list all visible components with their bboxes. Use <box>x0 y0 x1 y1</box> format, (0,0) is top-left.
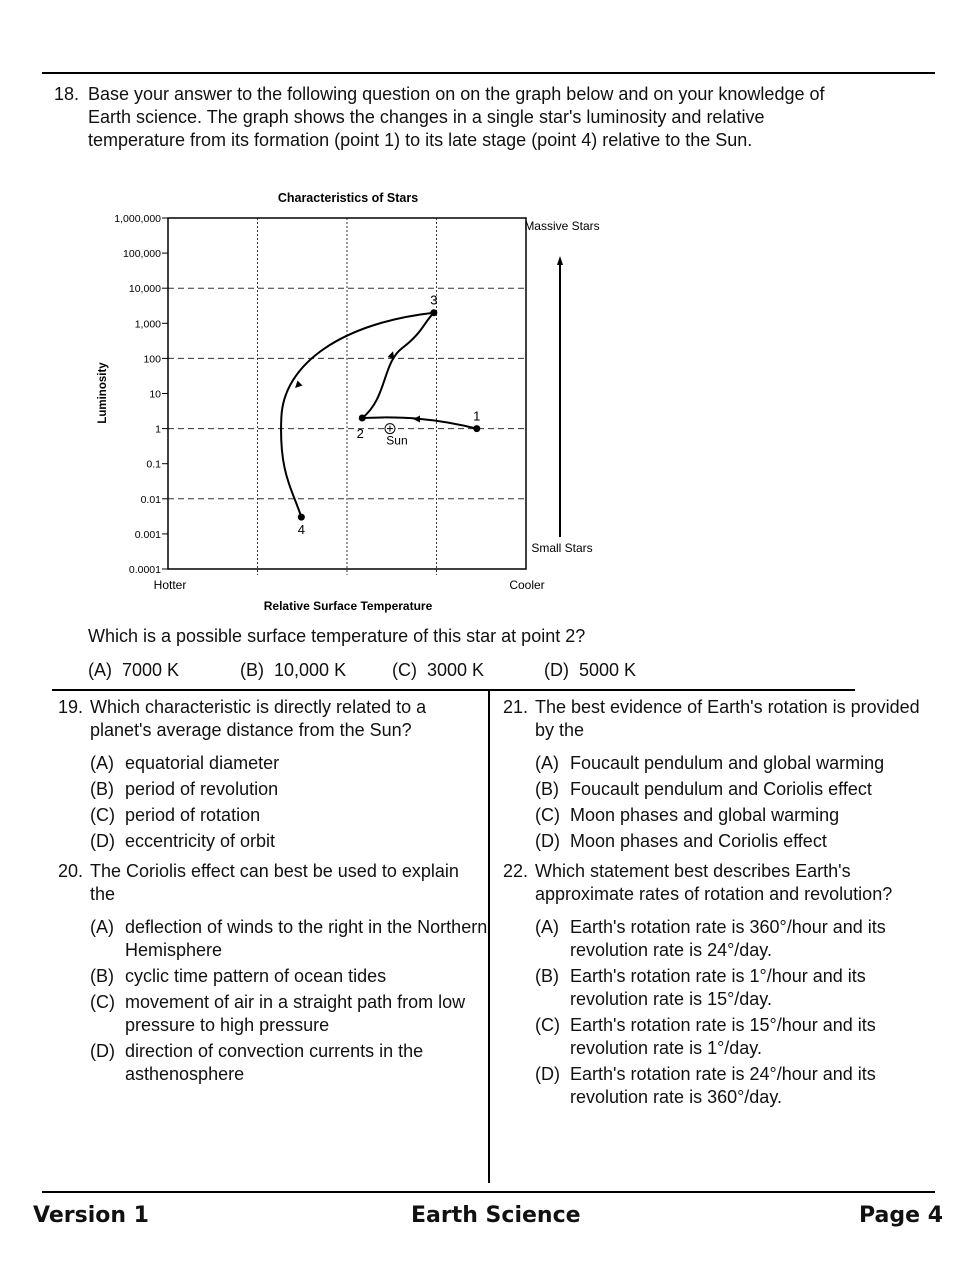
question-number: 22. <box>503 861 529 881</box>
point-label: 1 <box>473 408 481 424</box>
mass-scale-arrow <box>524 219 599 555</box>
point-label: 2 <box>356 426 364 442</box>
top-divider <box>42 72 935 74</box>
star-point-4 <box>298 514 305 521</box>
star-point-3 <box>430 309 437 316</box>
option-text: Moon phases and global warming <box>570 805 840 825</box>
option-text: eccentricity of orbit <box>125 831 276 851</box>
question-20 <box>58 860 488 1089</box>
option-letter: (A) <box>90 917 114 937</box>
question-19 <box>58 696 478 856</box>
y-tick-label: 1 <box>155 423 161 436</box>
y-tick-label: 0.001 <box>134 528 161 541</box>
option-text: period of revolution <box>125 779 279 799</box>
q18-option-c[interactable] <box>392 659 484 682</box>
option-text: 5000 K <box>579 660 637 680</box>
option-text: Foucault pendulum and Coriolis effect <box>570 779 872 799</box>
option-text: equatorial diameter <box>125 753 280 773</box>
x-label-cooler: Cooler <box>509 578 545 592</box>
option-letter: (B) <box>90 966 114 986</box>
option-b[interactable] <box>90 778 478 801</box>
option-letter: (B) <box>90 779 114 799</box>
y-tick-label: 1,000,000 <box>114 213 161 225</box>
question-number: 18. <box>54 84 80 104</box>
section-divider <box>52 689 855 691</box>
option-letter: (D) <box>90 1041 115 1061</box>
question-22 <box>503 860 923 1112</box>
option-text: Earth's rotation rate is 1°/hour and its revolution rate is 15°/day. <box>570 966 866 1009</box>
evolution-track-segment <box>362 313 434 418</box>
option-letter: (C) <box>90 805 115 825</box>
star-point-2 <box>359 415 366 422</box>
option-c[interactable] <box>535 1014 923 1060</box>
option-a[interactable] <box>535 916 923 962</box>
option-b[interactable] <box>535 778 923 801</box>
option-letter: (C) <box>392 660 417 680</box>
y-tick-label: 0.0001 <box>128 564 161 576</box>
option-a[interactable] <box>90 752 478 775</box>
star-chart <box>90 180 600 620</box>
option-letter: (D) <box>544 660 569 680</box>
option-letter: (C) <box>535 805 560 825</box>
point-label: 4 <box>297 522 305 538</box>
option-text: 3000 K <box>427 660 485 680</box>
question-stem: The best evidence of Earth's rotation is provided by the <box>535 697 920 740</box>
direction-arrow-icon <box>413 416 420 423</box>
option-a[interactable] <box>535 752 923 775</box>
star-point-1 <box>473 425 480 432</box>
question-stem: Which statement best describes Earth's approximate rates of rotation and revolution? <box>535 861 893 904</box>
massive-stars-label: Massive Stars <box>524 219 600 233</box>
option-d[interactable] <box>535 830 923 853</box>
option-letter: (C) <box>90 992 115 1012</box>
option-letter: (A) <box>535 917 559 937</box>
question-18 <box>54 83 854 152</box>
option-d[interactable] <box>535 1063 923 1109</box>
question-stem: The Coriolis effect can best be used to explain the <box>90 861 459 904</box>
question-stem: Base your answer to the following question on on the graph below and on your knowledge of Earth science. The graph shows the changes in a single star's luminosity and relative temperature from its formation (point 1) to its late stage (point 4) relative to the Sun. <box>88 84 825 150</box>
option-letter: (B) <box>240 660 264 680</box>
question-number: 21. <box>503 697 529 717</box>
direction-arrow-icon <box>295 381 302 388</box>
option-b[interactable] <box>90 965 488 988</box>
y-tick-label: 10 <box>149 388 161 401</box>
q18-option-d[interactable] <box>544 659 636 682</box>
option-letter: (A) <box>88 660 112 680</box>
option-text: cyclic time pattern of ocean tides <box>125 966 387 986</box>
question-21 <box>503 696 923 856</box>
option-c[interactable] <box>90 804 478 827</box>
y-tick-label: 1,000 <box>134 318 161 331</box>
option-b[interactable] <box>535 965 923 1011</box>
question-stem: Which characteristic is directly related to a planet's average distance from the Sun? <box>90 697 427 740</box>
option-text: deflection of winds to the right in the Northern Hemisphere <box>125 917 488 960</box>
option-letter: (A) <box>90 753 114 773</box>
option-c[interactable] <box>90 991 488 1037</box>
y-axis-label: Luminosity <box>97 362 109 424</box>
question-number: 20. <box>58 861 84 881</box>
y-tick-label: 100 <box>143 353 161 366</box>
option-letter: (A) <box>535 753 559 773</box>
option-text: 10,000 K <box>274 660 347 680</box>
option-text: Foucault pendulum and global warming <box>570 753 885 773</box>
option-d[interactable] <box>90 1040 488 1086</box>
option-letter: (C) <box>535 1015 560 1035</box>
option-d[interactable] <box>90 830 478 853</box>
footer-divider <box>42 1191 935 1193</box>
option-c[interactable] <box>535 804 923 827</box>
option-text: Earth's rotation rate is 360°/hour and its revolution rate is 24°/day. <box>570 917 886 960</box>
column-divider <box>488 691 490 1183</box>
direction-arrow-icon <box>388 351 395 359</box>
q18-question: Which is a possible surface temperature of this star at point 2? <box>88 626 586 646</box>
option-text: Earth's rotation rate is 24°/hour and its revolution rate is 360°/day. <box>570 1064 876 1107</box>
y-tick-label: 10,000 <box>128 283 161 296</box>
x-label-hotter: Hotter <box>153 578 187 592</box>
q18-option-a[interactable] <box>88 659 179 682</box>
option-text: movement of air in a straight path from low pressure to high pressure <box>125 992 466 1035</box>
option-letter: (D) <box>535 831 560 851</box>
chart-title: Characteristics of Stars <box>277 191 419 205</box>
x-axis-label: Relative Surface Temperature <box>263 599 433 613</box>
option-letter: (B) <box>535 966 559 986</box>
sun-symbol-icon <box>385 424 395 434</box>
point-label: 3 <box>430 292 438 308</box>
footer-page-number: Page 4 <box>858 1203 943 1228</box>
y-tick-label: 0.1 <box>146 458 161 471</box>
y-tick-label: 0.01 <box>140 493 161 506</box>
option-a[interactable] <box>90 916 488 962</box>
option-text: period of rotation <box>125 805 261 825</box>
option-text: Earth's rotation rate is 15°/hour and its revolution rate is 1°/day. <box>570 1015 876 1058</box>
question-number: 19. <box>58 697 84 717</box>
option-letter: (D) <box>535 1064 560 1084</box>
option-text: 7000 K <box>122 660 180 680</box>
option-text: Moon phases and Coriolis effect <box>570 831 827 851</box>
sun-label: Sun <box>386 433 408 448</box>
evolution-track-segment <box>281 313 434 517</box>
option-letter: (D) <box>90 831 115 851</box>
arrow-head-icon <box>557 256 563 265</box>
small-stars-label: Small Stars <box>531 541 593 555</box>
option-text: direction of convection currents in the asthenosphere <box>125 1041 424 1084</box>
y-tick-label: 100,000 <box>123 248 161 261</box>
option-letter: (B) <box>535 779 559 799</box>
footer-subject: Earth Science <box>411 1203 581 1228</box>
q18-option-b[interactable] <box>240 659 346 682</box>
footer-version: Version 1 <box>33 1203 149 1228</box>
